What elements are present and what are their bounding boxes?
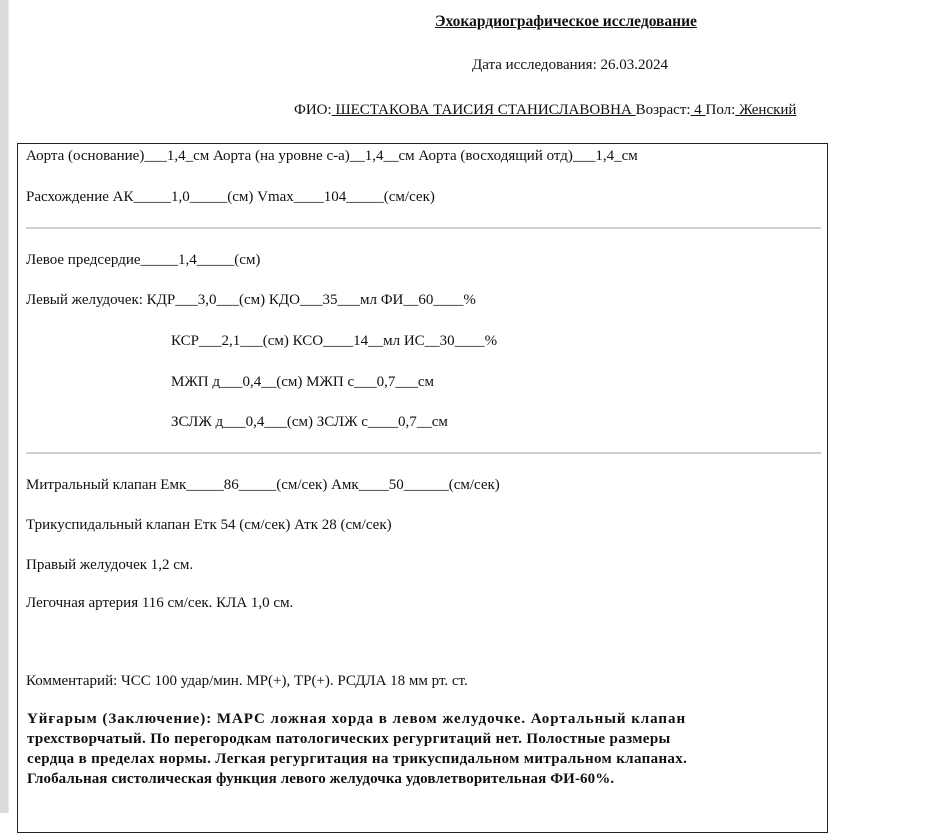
- document-title: Эхокардиографическое исследование: [435, 13, 697, 30]
- pulmonary-artery-row: Легочная артерия 116 см/сек. КЛА 1,0 см.: [26, 595, 294, 611]
- sex-label: Пол:: [705, 102, 736, 118]
- fio-value: ШЕСТАКОВА ТАИСИЯ СТАНИСЛАВОВНА: [331, 102, 636, 118]
- mitral-valve-row: Митральный клапан Емк_____86_____(см/сек) Амк____50______(см/сек): [26, 477, 500, 493]
- left-ventricle-row-2: КСР___2,1___(см) КСО____14__мл ИС__30____%: [171, 333, 498, 349]
- conclusion-line: трехстворчатый. По перегородкам патологических регургитаций нет. Полостные размеры: [27, 731, 671, 747]
- section-divider: [26, 452, 821, 454]
- tricuspid-valve-row: Трикуспидальный клапан Етк 54 (см/сек) Атк 28 (см/сек): [26, 517, 392, 533]
- sex-value: Женский: [735, 102, 797, 118]
- age-label: Возраст:: [635, 102, 691, 118]
- right-ventricle-row: Правый желудочек 1,2 см.: [26, 557, 194, 573]
- age-value: 4: [690, 102, 706, 118]
- conclusion-line: сердца в пределах нормы. Легкая регургитация на трикуспидальном митральном клапанах.: [27, 751, 688, 767]
- left-ventricle-row-4: ЗСЛЖ д___0,4___(см) ЗСЛЖ с____0,7__см: [171, 414, 448, 430]
- fio-label: ФИО:: [294, 102, 332, 118]
- aorta-row: Аорта (основание)___1,4_см Аорта (на уровне с-а)__1,4__см Аорта (восходящий отд)___1,4_см: [26, 148, 638, 164]
- aortic-valve-row: Расхождение АК_____1,0_____(см) Vmax____104_____(см/сек): [26, 189, 435, 205]
- comment-row: Комментарий: ЧСС 100 удар/мин. МР(+), ТР(+). РСДЛА 18 мм рт. ст.: [26, 673, 468, 689]
- study-date: Дата исследования: 26.03.2024: [472, 57, 668, 73]
- conclusion-line: Глобальная систолическая функция левого желудочка удовлетворительная ФИ-60%.: [27, 771, 615, 787]
- left-atrium-row: Левое предсердие_____1,4_____(см): [26, 252, 261, 268]
- conclusion-block: [27, 709, 827, 789]
- patient-info-line: [294, 102, 796, 119]
- viewer-left-edge: [0, 0, 8, 813]
- left-ventricle-row-3: МЖП д___0,4__(см) МЖП с___0,7___см: [171, 374, 435, 390]
- section-divider: [26, 227, 821, 229]
- conclusion-line: Үйғарым (Заключение): МАРС ложная хорда в левом желудочке. Аортальный клапан: [27, 711, 687, 727]
- left-ventricle-row-1: Левый желудочек: КДР___3,0___(см) КДО___35___мл ФИ__60____%: [26, 292, 476, 308]
- viewer-left-edge-line: [8, 0, 9, 813]
